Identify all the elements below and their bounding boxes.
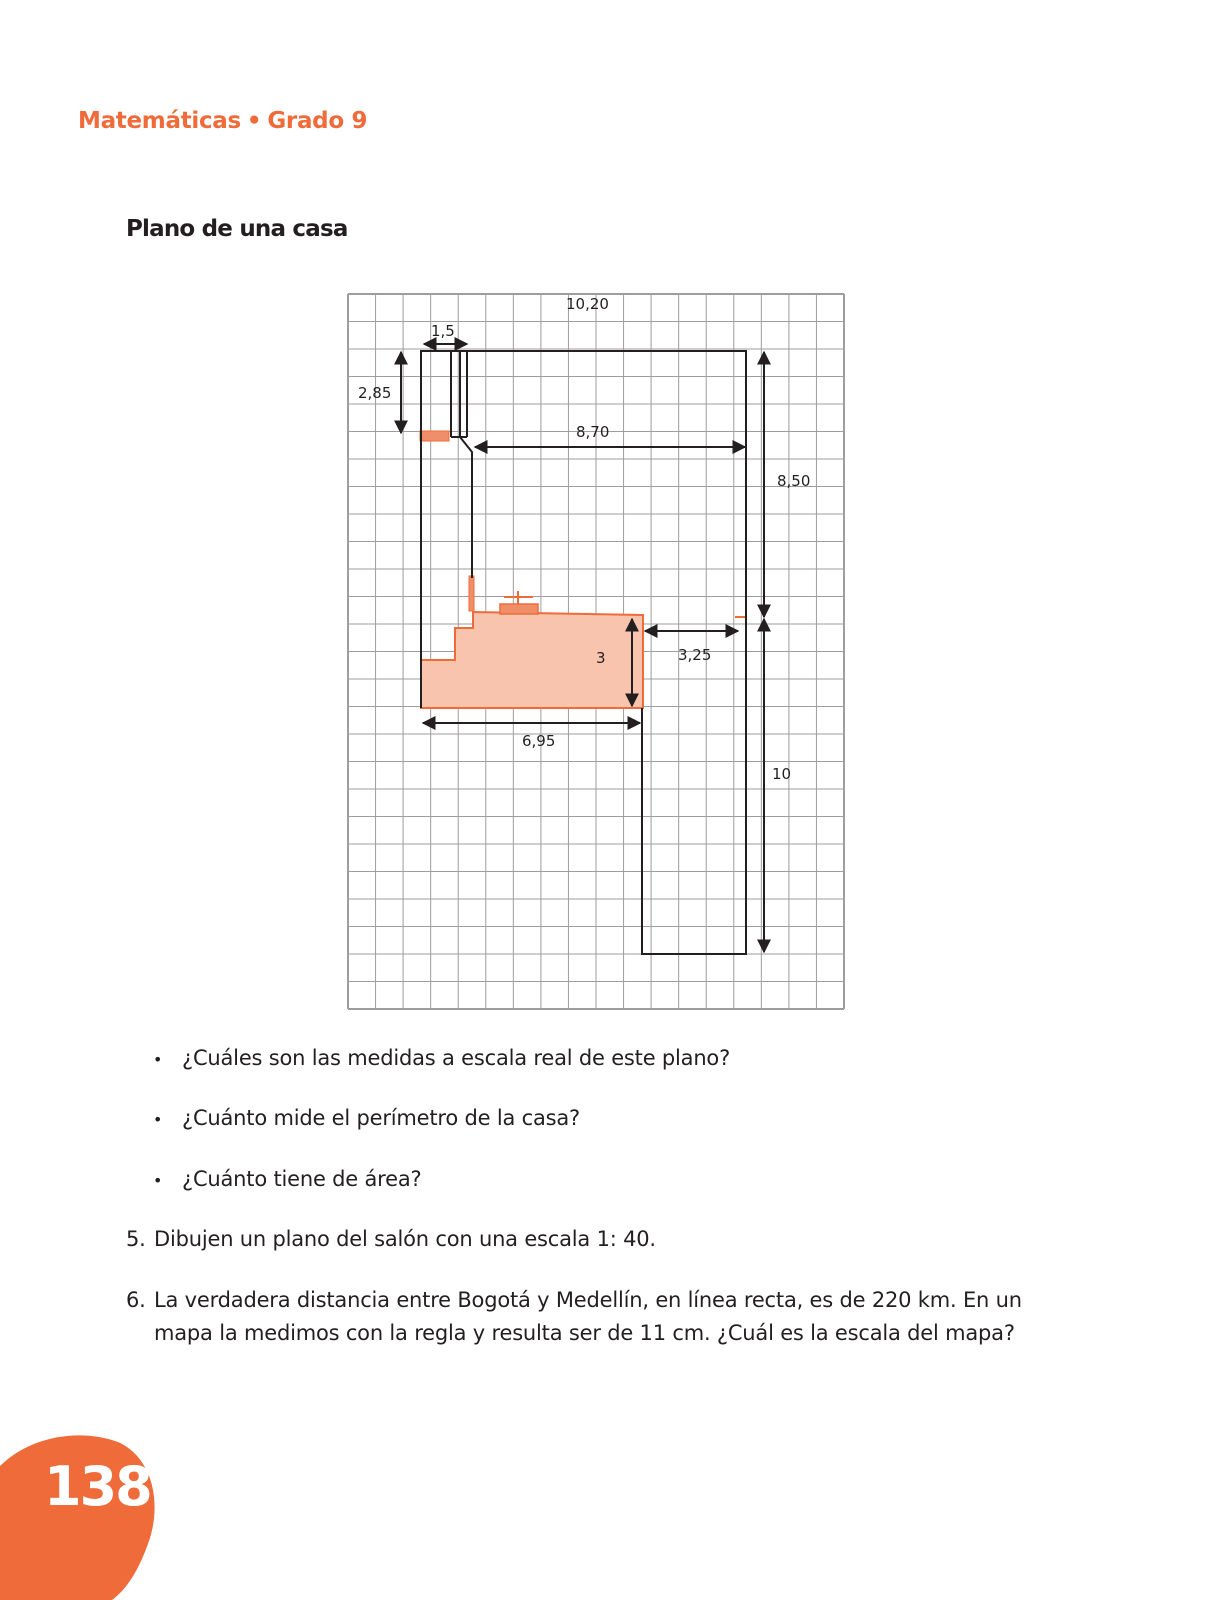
label-2-85: 2,85	[358, 384, 392, 402]
label-3-25: 3,25	[678, 646, 712, 664]
orange-wall-mark	[469, 576, 474, 611]
small-orange-rect	[420, 431, 449, 441]
wall-inner-5	[460, 437, 472, 578]
shaded-area	[421, 612, 643, 708]
label-6-95: 6,95	[522, 732, 556, 750]
label-1-5: 1,5	[431, 322, 455, 340]
exercise-number: 6.	[126, 1288, 146, 1312]
fixture-base	[500, 604, 538, 614]
exercise-number: 5.	[126, 1227, 146, 1251]
exercise-text-line-2: mapa la medimos con la regla y resulta ser de 11 cm. ¿Cuál es la escala del mapa?	[154, 1321, 1015, 1345]
bullet-dot: •	[153, 1050, 163, 1069]
question-item: ¿Cuánto mide el perímetro de la casa?	[182, 1106, 580, 1130]
label-8-70: 8,70	[576, 423, 610, 441]
label-10-20: 10,20	[566, 295, 609, 313]
figure-title: Plano de una casa	[126, 216, 348, 242]
label-3: 3	[596, 649, 606, 667]
exercise-text: Dibujen un plano del salón con una escala 1: 40.	[154, 1227, 656, 1251]
label-8-50: 8,50	[777, 472, 811, 490]
exercise-text-line-1: La verdadera distancia entre Bogotá y Medellín, en línea recta, es de 220 km. En un	[154, 1288, 1022, 1312]
header-separator: •	[246, 108, 262, 134]
bullet-dot: •	[153, 1110, 163, 1129]
page-number: 138	[44, 1455, 151, 1518]
question-item: ¿Cuánto tiene de área?	[182, 1167, 422, 1191]
subject-label: Matemáticas	[78, 108, 241, 134]
bullet-dot: •	[153, 1171, 163, 1190]
grade-label: Grado 9	[267, 108, 368, 134]
label-10: 10	[772, 765, 792, 783]
question-item: ¿Cuáles son las medidas a escala real de este plano?	[182, 1046, 731, 1070]
